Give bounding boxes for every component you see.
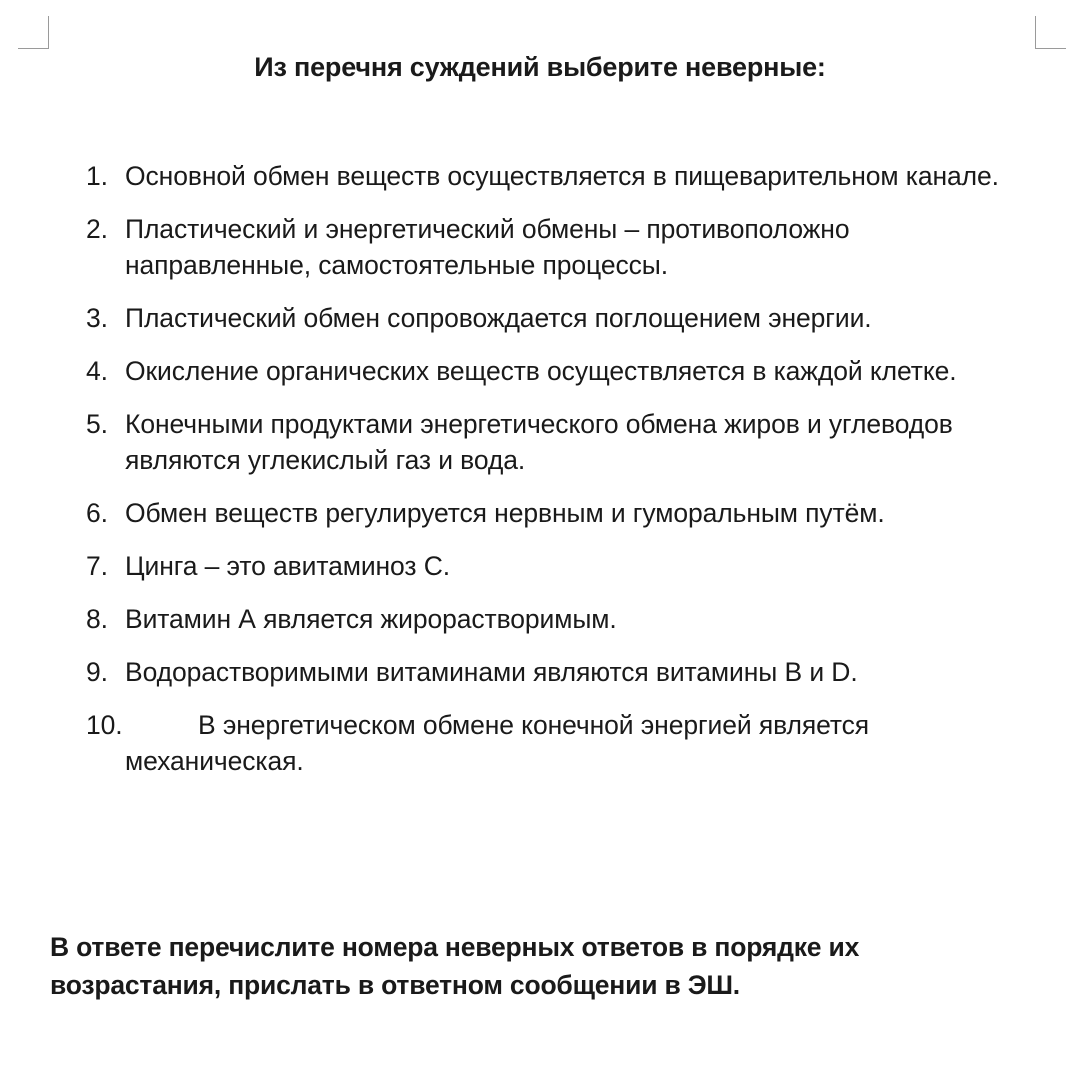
statement-number: 10. — [86, 710, 123, 740]
statement-item — [86, 495, 1016, 531]
statement-item — [86, 601, 1016, 637]
statement-item — [86, 654, 1016, 690]
statement-text: Окисление органических веществ осуществляется в каждой клетке. — [125, 356, 957, 386]
statement-number: 4. — [86, 356, 108, 386]
answer-instruction: В ответе перечислите номера неверных ответов в порядке их возрастания, прислать в ответном сообщении в ЭШ. — [50, 932, 860, 1000]
statement-item — [86, 406, 1016, 478]
statement-item — [86, 548, 1016, 584]
statement-number: 2. — [86, 214, 108, 244]
statement-item — [86, 211, 1016, 283]
statement-item — [86, 353, 1016, 389]
statement-number: 9. — [86, 657, 108, 687]
statement-text: В энергетическом обмене конечной энергией является механическая. — [125, 710, 869, 776]
statement-item — [86, 707, 1016, 779]
statement-text: Водорастворимыми витаминами являются витамины В и D. — [125, 657, 858, 687]
page-corner-mark-right — [1035, 16, 1066, 49]
statement-text: Пластический и энергетический обмены – противоположно направленные, самостоятельные процессы. — [125, 214, 850, 280]
statement-number: 5. — [86, 409, 108, 439]
statement-text: Основной обмен веществ осуществляется в пищеварительном канале. — [125, 161, 999, 191]
statement-number: 8. — [86, 604, 108, 634]
page-corner-mark-left — [18, 16, 49, 49]
statement-text: Конечными продуктами энергетического обмена жиров и углеводов являются углекислый газ и вода. — [125, 409, 953, 475]
statement-text: Обмен веществ регулируется нервным и гуморальным путём. — [125, 498, 885, 528]
statement-list — [86, 158, 1016, 796]
statement-item — [86, 300, 1016, 336]
statement-number: 7. — [86, 551, 108, 581]
statement-text: Цинга – это авитаминоз С. — [125, 551, 451, 581]
statement-number: 3. — [86, 303, 108, 333]
page-title: Из перечня суждений выберите неверные: — [254, 52, 826, 82]
statement-text: Витамин А является жирорастворимым. — [125, 604, 617, 634]
statement-number: 1. — [86, 161, 108, 191]
statement-text: Пластический обмен сопровождается поглощением энергии. — [125, 303, 872, 333]
statement-item — [86, 158, 1016, 194]
statement-number: 6. — [86, 498, 108, 528]
